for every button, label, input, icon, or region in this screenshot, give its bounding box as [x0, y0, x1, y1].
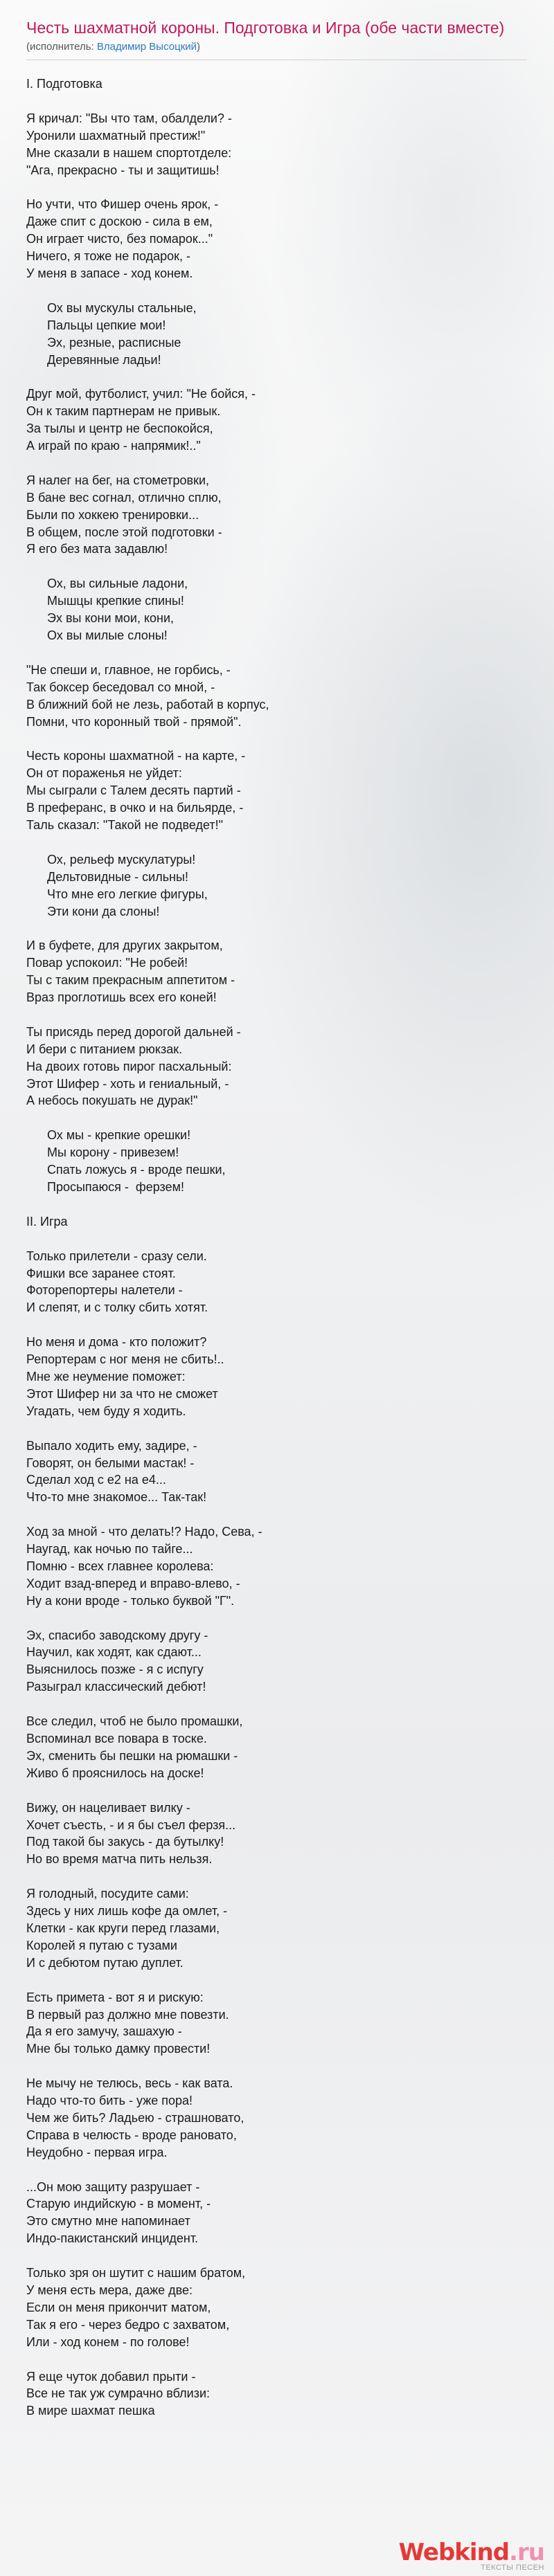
lyrics-text: I. Подготовка Я кричал: "Вы что там, обалдели? - Уронили шахматный престиж!" Мне сказали в нашем спортотделе: "Ага, прекрасно - ты и защитишь! Но учти, что Фишер очень ярок, - Даже спит с доскою - сила в ем, Он играет чисто, без помарок..." Ничего, я тоже не подарок, - У меня в запасе - ход конем. Ох вы мускулы стальные, Пальцы цепкие мои! Эх, резные, расписные Деревянные ладьи! Друг мой, футболист, учил: "Не бойся, - Он к таким партнерам не привык. За тылы и центр не беспокойся, А играй по краю - напрямик!.." Я налег на бег, на стометровки, В бане вес согнал, отлично сплю, Были по хоккею тренировки... В общем, после этой подготовки - Я его без мата задавлю! Ох, вы сильные ладони, Мышцы крепкие спины! Эх вы кони мои, кони, Ох вы милые слоны! "Не спеши и, главное, не горбись, - Так боксер беседовал со мной, - В ближний бой не лезь, работай в корпус, Помни, что коронный твой - прямой". Честь короны шахматной - на карте, - Он от пораженья не уйдет: Мы сыграли с Талем десять партий - В преферанс, в очко и на бильярде, - Таль сказал: "Такой не подведет!" Ох, рельеф мускулатуры! Дельтовидные - сильны! Что мне его легкие фигуры, Эти кони да слоны! И в буфете, для других закрытом, Повар успокоил: "Не робей! Ты с таким прекрасным аппетитом - Враз проглотишь всех его коней! Ты присядь перед дорогой дальней - И бери с питанием рюкзак. На двоих готовь пирог пасхальный: Этот Шифер - хоть и гениальный, - А небось покушать не дурак!" Ох мы - крепкие орешки! Мы корону - привезем! Спать ложусь я - вроде пешки, Просыпаюся - ферзем! II. Игра Только прилетели - сразу сели. Фишки все заранее стоят. Фоторепортеры налетели - И слепят, и с толку сбить хотят. Но меня и дома - кто положит? Репортерам с ног меня не сбить!.. Мне же неумение поможет: Этот Шифер ни за что не сможет Угадать, чем буду я ходить. Выпало ходить ему, задире, - Говорят, он белыми мастак! - Сделал ход с е2 на е4... Что-то мне знакомое... Так-так! Ход за мной - что делать!? Надо, Сева, - Наугад, как ночью по тайге... Помню - всех главнее королева: Ходит взад-вперед и вправо-влево, - Ну а кони вроде - только буквой "Г". Эх, спасибо заводскому другу - Научил, как ходят, как сдают... Выяснилось позже - я с испугу Разыграл классический дебют! Все следил, чтоб не было промашки, Вспоминал все повара в тоске. Эх, сменить бы пешки на рюмашки - Живо б прояснилось на доске! Вижу, он нацеливает вилку - Хочет съесть, - и я бы съел ферзя... Под такой бы закусь - да бутылку! Но во время матча пить нельзя. Я голодный, посудите сами: Здесь у них лишь кофе да омлет, - Клетки - как круги перед глазами, Королей я путаю с тузами И с дебютом путаю дуплет. Есть примета - вот я и рискую: В первый раз должно мне повезти. Да я его замучу, зашахую - Мне бы только дамку провести! Не мычу не телюсь, весь - как вата. Надо что-то бить - уже пора! Чем же бить? Ладьею - страшновато, Справа в челюсть - вроде рановато, Неудобно - первая игра. ...Он мою защиту разрушает - Старую индийскую - в момент, - Это смутно мне напоминает Индо-пакистанский инцидент. Только зря он шутит с нашим братом, У меня есть мера, даже две: Если он меня прикончит матом, Так я его - через бедро с захватом, Или - ход конем - по голове! Я еще чуток добавил прыти - Все не так уж сумрачно вблизи: В мире шахмат пешка [26, 77, 269, 2418]
logo-tagline: ТЕКСТЫ ПЕСЕН [481, 2564, 544, 2572]
song-title: Честь шахматной короны. Подготовка и Игра (обе части вместе) [26, 19, 505, 37]
site-logo[interactable] [399, 2540, 544, 2572]
lyrics-page [26, 0, 539, 2420]
logo-name: Webkind [398, 2539, 510, 2566]
logo-tld: .ru [509, 2539, 544, 2566]
performer-prefix: (исполнитель: [26, 41, 97, 53]
performer-link[interactable]: Владимир Высоцкий [96, 41, 197, 53]
performer-line [26, 41, 539, 53]
performer-suffix: ) [197, 41, 201, 53]
logo-wordmark [399, 2540, 544, 2565]
